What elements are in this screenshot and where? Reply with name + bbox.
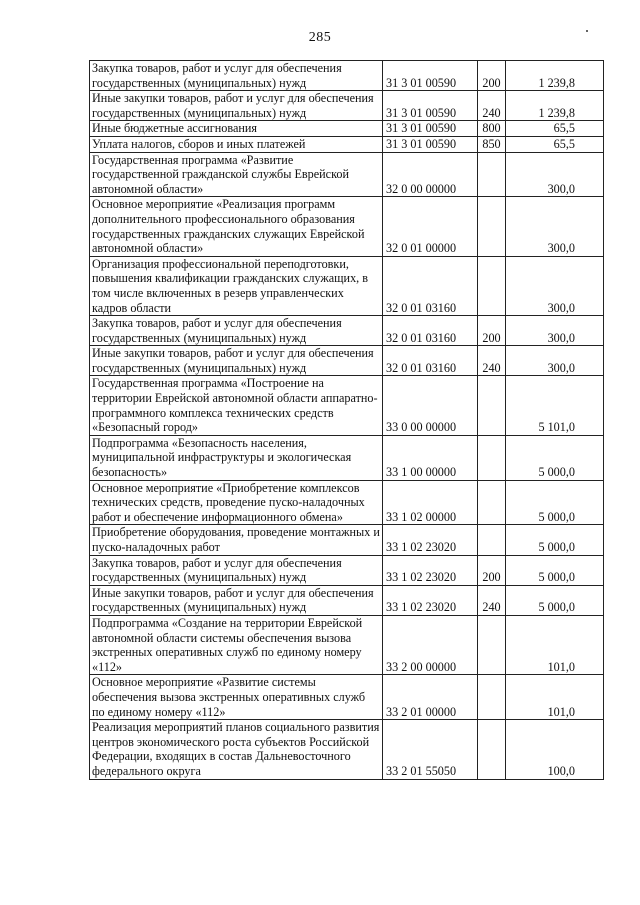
row-expense-type: 850 bbox=[478, 136, 506, 152]
row-expense-type bbox=[478, 435, 506, 480]
row-amount: 5 000,0 bbox=[506, 555, 604, 585]
row-amount: 65,5 bbox=[506, 121, 604, 137]
row-code: 33 1 02 23020 bbox=[383, 585, 478, 615]
row-code: 31 3 01 00590 bbox=[383, 61, 478, 91]
row-expense-type bbox=[478, 152, 506, 197]
row-amount: 100,0 bbox=[506, 720, 604, 779]
row-description: Реализация мероприятий планов социального развития центров экономического роста субъектов Российской Федерации, входящих в состав Дальневосточного федерального округа bbox=[90, 720, 383, 779]
table-row bbox=[90, 615, 604, 674]
row-description: Подпрограмма «Создание на территории Еврейской автономной области системы обеспечения вызова экстренных оперативных служб по единому номеру «112» bbox=[90, 615, 383, 674]
table-row bbox=[90, 121, 604, 137]
row-description: Основное мероприятие «Реализация программ дополнительного профессионального образования государственных гражданских служащих Еврейской автономной области» bbox=[90, 197, 383, 256]
row-code: 33 2 00 00000 bbox=[383, 615, 478, 674]
row-amount: 300,0 bbox=[506, 316, 604, 346]
row-expense-type: 200 bbox=[478, 316, 506, 346]
row-code: 31 3 01 00590 bbox=[383, 91, 478, 121]
row-description: Организация профессиональной переподготовки, повышения квалификации гражданских служащих, в том числе включенных в резерв управленческих кадров области bbox=[90, 256, 383, 315]
row-description: Приобретение оборудования, проведение монтажных и пуско-наладочных работ bbox=[90, 525, 383, 555]
row-description: Закупка товаров, работ и услуг для обеспечения государственных (муниципальных) нужд bbox=[90, 555, 383, 585]
row-expense-type bbox=[478, 256, 506, 315]
row-code: 33 1 00 00000 bbox=[383, 435, 478, 480]
row-expense-type bbox=[478, 197, 506, 256]
row-amount: 5 101,0 bbox=[506, 376, 604, 435]
row-expense-type bbox=[478, 675, 506, 720]
row-code: 33 2 01 00000 bbox=[383, 675, 478, 720]
row-description: Основное мероприятие «Развитие системы обеспечения вызова экстренных оперативных служб по единому номеру «112» bbox=[90, 675, 383, 720]
table-row bbox=[90, 525, 604, 555]
page-number: 285 bbox=[308, 30, 332, 45]
row-amount: 5 000,0 bbox=[506, 435, 604, 480]
table-row bbox=[90, 346, 604, 376]
row-code: 31 3 01 00590 bbox=[383, 136, 478, 152]
table-row bbox=[90, 435, 604, 480]
row-description: Закупка товаров, работ и услуг для обеспечения государственных (муниципальных) нужд bbox=[90, 61, 383, 91]
budget-table bbox=[89, 60, 604, 780]
row-amount: 300,0 bbox=[506, 256, 604, 315]
row-expense-type bbox=[478, 615, 506, 674]
row-description: Подпрограмма «Безопасность населения, муниципальной инфраструктуры и экологическая безопасность» bbox=[90, 435, 383, 480]
row-expense-type: 200 bbox=[478, 555, 506, 585]
row-description: Иные закупки товаров, работ и услуг для обеспечения государственных (муниципальных) нужд bbox=[90, 91, 383, 121]
row-amount: 1 239,8 bbox=[506, 91, 604, 121]
row-code: 33 1 02 23020 bbox=[383, 525, 478, 555]
row-expense-type: 200 bbox=[478, 61, 506, 91]
row-amount: 300,0 bbox=[506, 346, 604, 376]
row-amount: 5 000,0 bbox=[506, 480, 604, 525]
table-row bbox=[90, 91, 604, 121]
row-expense-type bbox=[478, 720, 506, 779]
table-row bbox=[90, 61, 604, 91]
row-amount: 300,0 bbox=[506, 197, 604, 256]
table-row bbox=[90, 480, 604, 525]
table-row bbox=[90, 136, 604, 152]
table-row bbox=[90, 585, 604, 615]
row-amount: 5 000,0 bbox=[506, 525, 604, 555]
row-description: Закупка товаров, работ и услуг для обеспечения государственных (муниципальных) нужд bbox=[90, 316, 383, 346]
table-row bbox=[90, 376, 604, 435]
row-expense-type: 240 bbox=[478, 346, 506, 376]
row-description: Государственная программа «Развитие государственной гражданской службы Еврейской автономной области» bbox=[90, 152, 383, 197]
row-description: Уплата налогов, сборов и иных платежей bbox=[90, 136, 383, 152]
row-amount: 65,5 bbox=[506, 136, 604, 152]
row-code: 32 0 01 00000 bbox=[383, 197, 478, 256]
row-code: 33 1 02 00000 bbox=[383, 480, 478, 525]
row-code: 32 0 01 03160 bbox=[383, 256, 478, 315]
row-amount: 101,0 bbox=[506, 675, 604, 720]
row-code: 32 0 00 00000 bbox=[383, 152, 478, 197]
table-row bbox=[90, 316, 604, 346]
row-amount: 300,0 bbox=[506, 152, 604, 197]
scan-dot bbox=[586, 30, 588, 32]
row-code: 31 3 01 00590 bbox=[383, 121, 478, 137]
row-description: Иные закупки товаров, работ и услуг для обеспечения государственных (муниципальных) нужд bbox=[90, 585, 383, 615]
table-row bbox=[90, 720, 604, 779]
table-row bbox=[90, 555, 604, 585]
row-description: Основное мероприятие «Приобретение комплексов технических средств, проведение пуско-наладочных работ и обеспечение информационного обмена» bbox=[90, 480, 383, 525]
row-code: 33 1 02 23020 bbox=[383, 555, 478, 585]
row-description: Иные бюджетные ассигнования bbox=[90, 121, 383, 137]
row-expense-type: 800 bbox=[478, 121, 506, 137]
row-expense-type: 240 bbox=[478, 585, 506, 615]
row-expense-type bbox=[478, 376, 506, 435]
row-code: 33 0 00 00000 bbox=[383, 376, 478, 435]
row-code: 32 0 01 03160 bbox=[383, 316, 478, 346]
row-code: 33 2 01 55050 bbox=[383, 720, 478, 779]
row-expense-type bbox=[478, 480, 506, 525]
row-amount: 5 000,0 bbox=[506, 585, 604, 615]
row-expense-type bbox=[478, 525, 506, 555]
table-row bbox=[90, 152, 604, 197]
row-expense-type: 240 bbox=[478, 91, 506, 121]
table-row bbox=[90, 197, 604, 256]
table-row bbox=[90, 256, 604, 315]
row-description: Государственная программа «Построение на территории Еврейской автономной области аппаратно-программного комплекса технических средств «Безопасный город» bbox=[90, 376, 383, 435]
row-amount: 101,0 bbox=[506, 615, 604, 674]
row-amount: 1 239,8 bbox=[506, 61, 604, 91]
table-row bbox=[90, 675, 604, 720]
row-code: 32 0 01 03160 bbox=[383, 346, 478, 376]
row-description: Иные закупки товаров, работ и услуг для обеспечения государственных (муниципальных) нужд bbox=[90, 346, 383, 376]
